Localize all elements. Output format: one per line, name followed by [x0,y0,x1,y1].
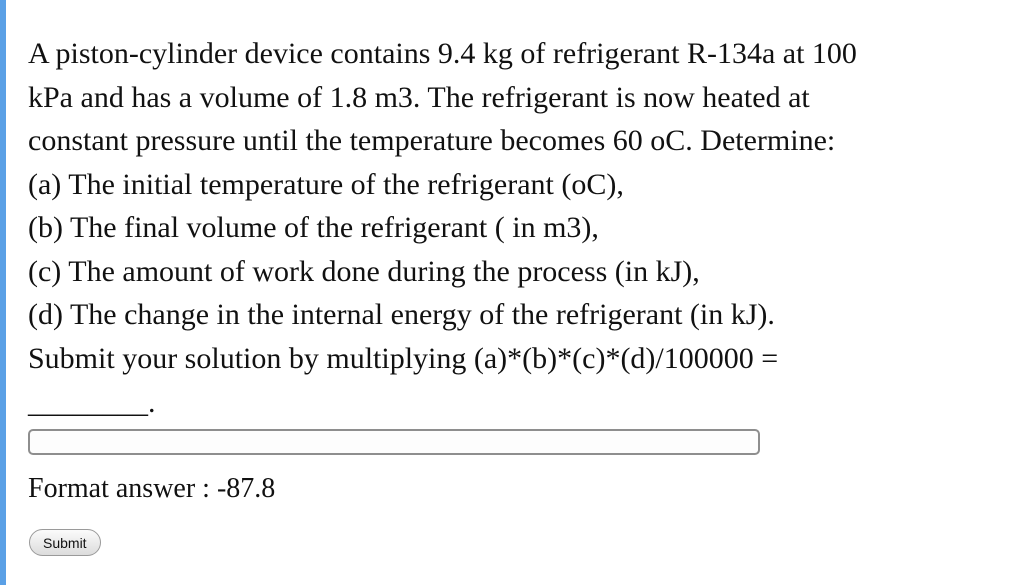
problem-line-submit-instruction: Submit your solution by multiplying (a)*(b)*(c)*(d)/100000 = [28,341,779,375]
problem-line-part-d: (d) The change in the internal energy of the refrigerant (in kJ). [28,298,775,331]
left-accent-bar [0,0,6,585]
problem-line-part-a: (a) The initial temperature of the refrigerant (oC), [28,167,624,201]
submit-button[interactable]: Submit [29,529,101,556]
problem-line: A piston-cylinder device contains 9.4 kg of refrigerant R-134a at 100 [28,37,857,70]
problem-line-part-c: (c) The amount of work done during the process (in kJ), [28,254,700,288]
problem-line: kPa and has a volume of 1.8 m3. The refrigerant is now heated at [28,80,810,114]
answer-input[interactable] [28,429,760,455]
answer-blank: ________. [28,386,156,419]
problem-line-part-b: (b) The final volume of the refrigerant ( in m3), [28,211,599,244]
question-panel [28,32,1003,556]
problem-line: constant pressure until the temperature becomes 60 oC. Determine: [28,124,836,157]
format-hint: Format answer : -87.8 [28,473,276,504]
problem-statement [28,32,1003,380]
